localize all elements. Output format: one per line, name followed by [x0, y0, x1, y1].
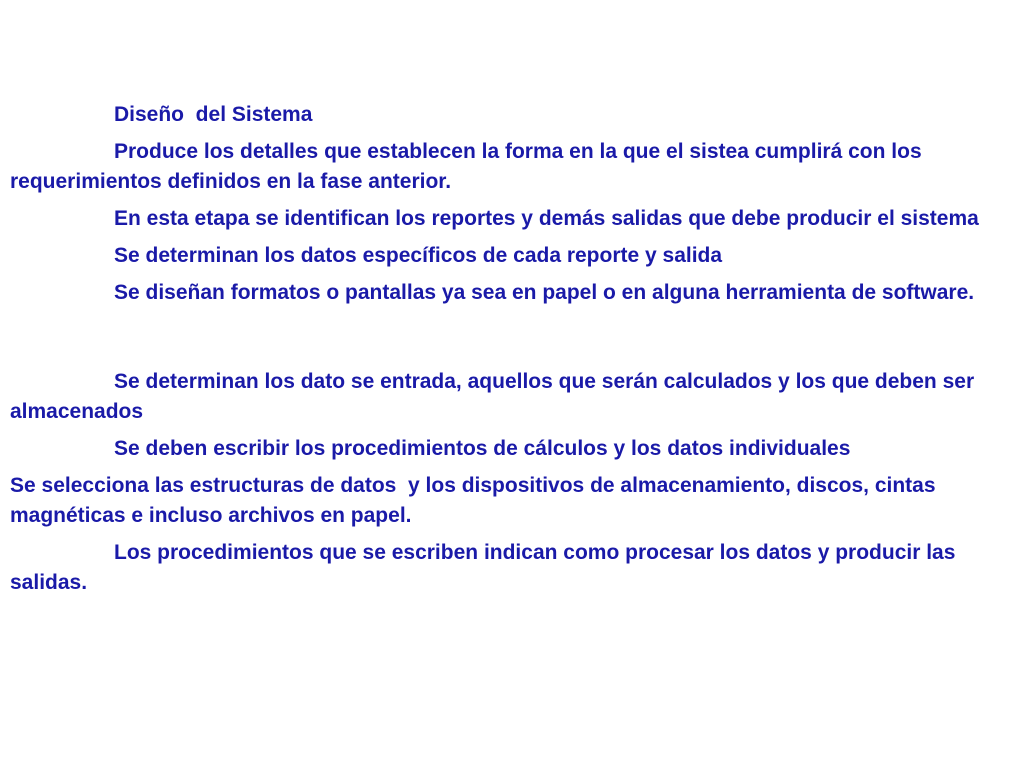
paragraph-7: Se selecciona las estructuras de datos y los dispositivos de almacenamiento, discos, cintas magnéticas e incluso archivos en papel. — [10, 474, 942, 527]
paragraph-5: Se determinan los dato se entrada, aquellos que serán calculados y los que deben ser almacenados — [10, 370, 975, 423]
paragraph-1: Produce los detalles que establecen la forma en la que el sistea cumplirá con los requerimientos definidos en la fase anterior. — [10, 140, 922, 193]
slide-title: Diseño del Sistema — [114, 103, 313, 126]
paragraph-8: Los procedimientos que se escriben indican como procesar los datos y producir las salidas. — [10, 541, 956, 594]
paragraph-spacer — [10, 315, 1014, 367]
paragraph-3: Se determinan los datos específicos de cada reporte y salida — [114, 244, 723, 267]
paragraph-2: En esta etapa se identifican los reportes y demás salidas que debe producir el sistema — [114, 207, 979, 230]
paragraph-6: Se deben escribir los procedimientos de cálculos y los datos individuales — [114, 437, 851, 460]
slide-body — [10, 100, 1014, 605]
paragraph-4: Se diseñan formatos o pantallas ya sea en papel o en alguna herramienta de software. — [114, 281, 975, 304]
